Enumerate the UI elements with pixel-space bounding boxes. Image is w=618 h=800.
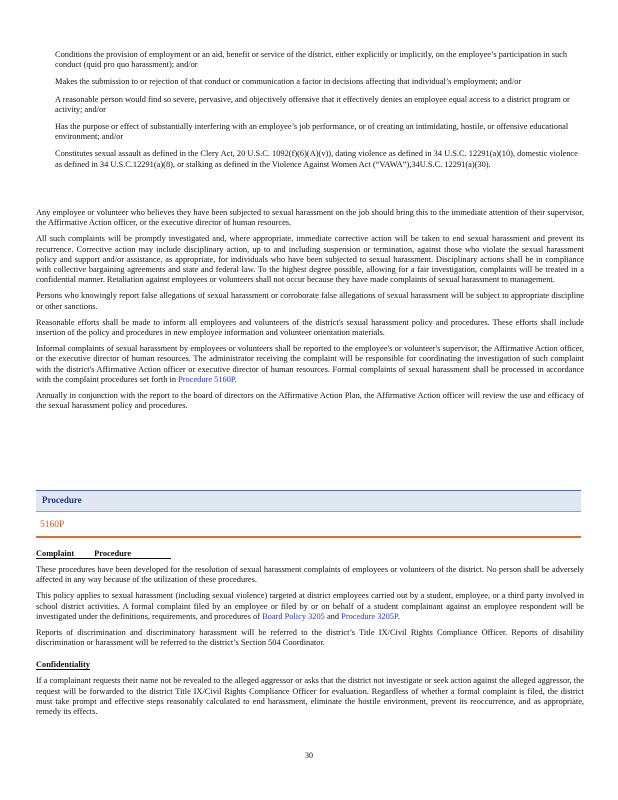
policy-body bbox=[36, 208, 584, 417]
bullet-icon bbox=[36, 122, 55, 142]
procedure-5160p-link[interactable]: Procedure 5160P bbox=[178, 374, 235, 384]
procedure-body bbox=[36, 543, 584, 723]
paragraph-applies bbox=[36, 591, 584, 622]
paragraph-text: and bbox=[324, 611, 342, 621]
procedure-label: Procedure bbox=[42, 495, 82, 505]
paragraph-false-allegations: Persons who knowingly report false allegations of sexual harassment or corroborate false allegations of sexual harassment will be subject to appropriate discipline or other sanctions. bbox=[36, 291, 584, 311]
list-item bbox=[36, 95, 584, 115]
page-number: 30 bbox=[305, 751, 313, 760]
heading-word: Procedure bbox=[94, 549, 132, 558]
paragraph-inform-employees: Reasonable efforts shall be made to inform all employees and volunteers of the district's sexual harassment policy and procedures. These efforts shall include insertion of the policy and procedures in new employee information and volunteer orientation materials. bbox=[36, 317, 584, 338]
paragraph-text: This policy applies to sexual harassment (including sexual violence) targeted at district employees carried out by a student, employee, or a third party involved in school district activities. A formal complaint filed by an employee or filed by or on behalf of a student complainant against an employee respondent will be investigated under the definitions, requirements, and procedures of bbox=[36, 591, 584, 621]
divider bbox=[36, 536, 581, 538]
paragraph-procedures: These procedures have been developed for the resolution of sexual harassment complaints of employees or volunteers of the district. No person shall be adversely affected in any way because of the utilization of these procedures. bbox=[36, 565, 584, 585]
paragraph-end: . bbox=[397, 611, 400, 621]
procedure-section-header bbox=[36, 490, 581, 512]
bullet-icon bbox=[36, 95, 55, 115]
paragraph-end: . bbox=[234, 374, 237, 384]
bullet-icon bbox=[36, 77, 55, 87]
paragraph-annual-review: Annually in conjunction with the report to the board of directors on the Affirmative Action Plan, the Affirmative Action officer will review the use and efficacy of the sexual harassment policy and procedures. bbox=[36, 391, 584, 411]
list-item bbox=[36, 122, 584, 142]
board-policy-3205-link[interactable]: Board Policy 3205 bbox=[262, 611, 325, 621]
paragraph-confidentiality: If a complainant requests their name not be revealed to the alleged aggressor or asks that the district not investigate or seek action against the alleged aggressor, the request will be forwarded to the district Title IX/Civil Rights Compliance Officer for evaluation. Regardless of whether a formal complaint is filed, the district must take prompt and effective steps reasonably calculated to end harassment, eliminate the hostile environment, prevent its reoccurrence, and as appropriate, remedy its effects. bbox=[36, 676, 584, 717]
paragraph-text: Informal complaints of sexual harassment by employees or volunteers shall be reported to the employee's or volunteer's supervisor, the Affirmative Action officer, or the executive director of human resources. The administrator receiving the complaint will be responsible for coordinating the investigation of such complaint with the district's Affirmative Action officer or executive director of human resources. Formal complaints of sexual harassment shall be processed in accordance with the complaint procedures set forth in bbox=[36, 344, 584, 384]
bullet-text: Constitutes sexual assault as defined in the Clery Act, 20 U.S.C. 1092(f)(6)(A)(v)), dating violence as defined in 34 U.S.C. 12291(a)(10), domestic violence as defined in 34 U.S.C.12291(a)(8), or stalking as defined in the Violence Against Women Act (“VAWA”),34U.S.C. 12291(a)(30). bbox=[55, 149, 578, 169]
paragraph-referrals: Reports of discrimination and discriminatory harassment will be referred to the district’s Title IX/Civil Rights Compliance Officer. Reports of disability discrimination or harassment will be referred to the district’s Section 504 Coordinator. bbox=[36, 628, 584, 648]
procedure-3205p-link[interactable]: Procedure 3205P bbox=[341, 611, 398, 621]
policy-number: 5160P bbox=[40, 520, 65, 530]
bullet-text: Has the purpose or effect of substantially interfering with an employee’s job performance, or of creating an intimidating, hostile, or offensive educational environment; and/or bbox=[55, 122, 569, 142]
bullet-text: A reasonable person would find so severe, pervasive, and objectively offensive that it effectively denies an employee equal access to a district program or activity; and/or bbox=[55, 94, 570, 114]
bullet-icon bbox=[36, 50, 55, 70]
list-item bbox=[36, 77, 584, 87]
paragraph-reporting: Any employee or volunteer who believes they have been subjected to sexual harassment on the job should bring this to the immediate attention of their supervisor, the Affirmative Action officer, or the executive director of human resources. bbox=[36, 208, 584, 228]
complaint-procedure-heading bbox=[36, 549, 171, 559]
bullet-text: Makes the submission to or rejection of that conduct or communication a factor in decisions affecting that individual’s employment; and/or bbox=[55, 77, 522, 87]
bullet-list bbox=[36, 50, 584, 177]
paragraph-investigation: All such complaints will be promptly investigated and, where appropriate, immediate corrective action will be taken to end sexual harassment and prevent its recurrence. Corrective action may include disciplinary action, up to and including suspension or termination, against those who violate the sexual harassment policy and support and/or assistance, as appropriate, for individuals who have been subjected to sexual harassment. Disciplinary actions shall be in compliance with collective bargaining agreements and state and federal law. To the highest degree possible, allowing for a fair investigation, complaints will be treated in a confidential manner. Retaliation against employees or volunteers shall not occur because they have made complaints of sexual harassment to management. bbox=[36, 234, 584, 285]
confidentiality-heading: Confidentiality bbox=[36, 660, 90, 670]
bullet-text: Conditions the provision of employment or an aid, benefit or service of the district, either explicitly or implicitly, on the employee’s participation in such conduct (quid pro quo harassment); and/or bbox=[55, 50, 568, 70]
list-item bbox=[36, 50, 584, 70]
list-item bbox=[36, 149, 584, 169]
heading-word: Complaint bbox=[36, 549, 75, 558]
paragraph-informal-complaints bbox=[36, 344, 584, 385]
bullet-icon bbox=[36, 149, 55, 169]
